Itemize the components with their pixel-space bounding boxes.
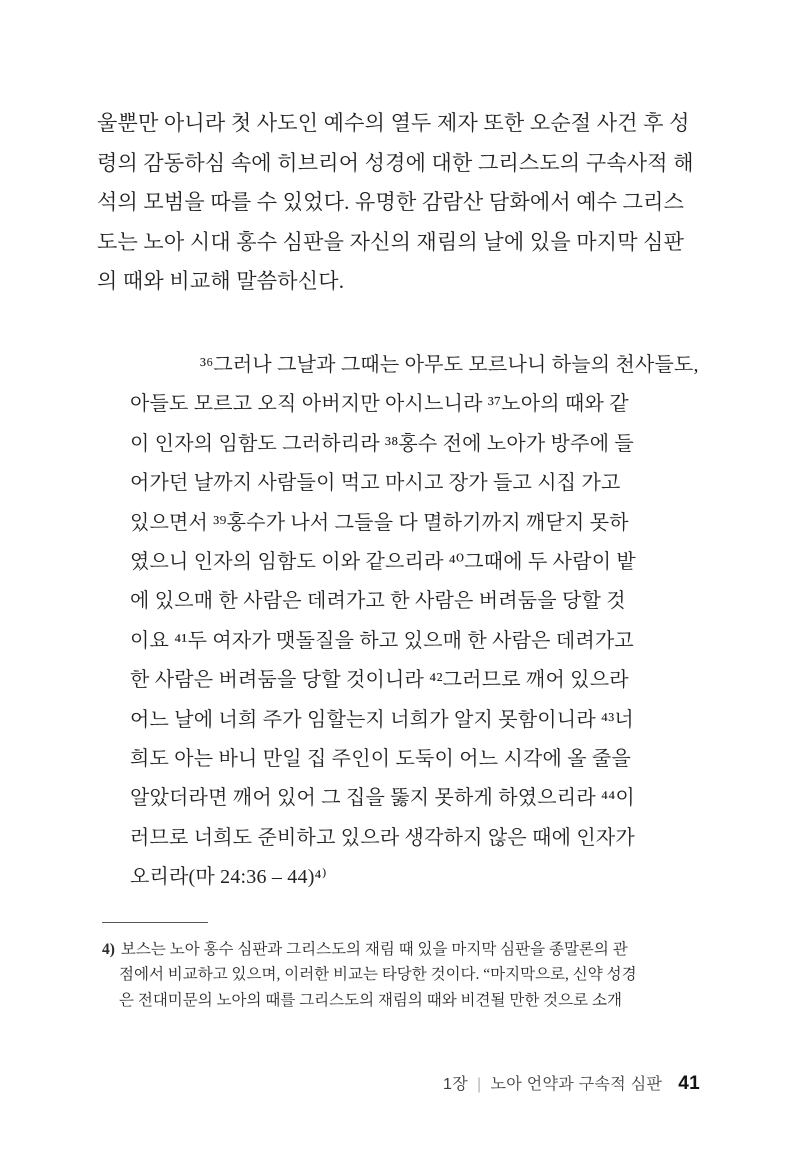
footer-separator: | bbox=[477, 1076, 482, 1093]
scripture-quote-line: 에 있으매 한 사람은 데려가고 한 사람은 버려둠을 당할 것 bbox=[130, 590, 626, 613]
page-number: 41 bbox=[678, 1073, 700, 1094]
scripture-quote-line: 아들도 모르고 오직 아버지만 아시느니라 ³⁷노아의 때와 같 bbox=[130, 393, 629, 416]
footnote-text: 보스는 노아 홍수 심판과 그리스도의 재림 때 있을 마지막 심판을 종말론의 관 bbox=[120, 941, 628, 958]
body-paragraph-line: 의 때와 비교해 말씀하신다. bbox=[97, 269, 345, 293]
scripture-blockquote bbox=[130, 346, 699, 897]
body-paragraph-line: 울뿐만 아니라 첫 사도인 예수의 열두 제자 또한 오순절 사건 후 성 bbox=[97, 111, 690, 135]
body-paragraph-line: 도는 노아 시대 홍수 심판을 자신의 재림의 날에 있을 마지막 심판 bbox=[97, 229, 685, 254]
footer-chapter-label: 1장 bbox=[443, 1076, 468, 1093]
footnote bbox=[102, 937, 717, 1013]
scripture-quote-line: 이요 ⁴¹두 여자가 맷돌질을 하고 있으매 한 사람은 데려가고 bbox=[130, 629, 634, 652]
page-footer bbox=[443, 1071, 700, 1095]
scripture-quote-line: 러므로 너희도 준비하고 있으라 생각하지 않은 때에 인자가 bbox=[130, 826, 635, 849]
scripture-quote-line: 어느 날에 너희 주가 임할는지 너희가 알지 못함이니라 ⁴³너 bbox=[130, 708, 634, 731]
scripture-quote-line: 알았더라면 깨어 있어 그 집을 뚫지 못하게 하였으리라 ⁴⁴이 bbox=[130, 787, 635, 810]
footnote-line: 은 전대미문의 노아의 때를 그리스도의 재림의 때와 비견될 만한 것으로 소개 bbox=[119, 991, 622, 1009]
scripture-quote-line: 이 인자의 임함도 그러하리라 ³⁸홍수 전에 노아가 방주에 들 bbox=[130, 432, 634, 455]
scripture-quote-line: 한 사람은 버려둠을 당할 것이니라 ⁴²그러므로 깨어 있으라 bbox=[130, 669, 629, 692]
scripture-quote-line: 희도 아는 바니 만일 집 주인이 도둑이 어느 시각에 올 줄을 bbox=[130, 747, 631, 770]
footnote-line: 점에서 비교하고 있으며, 이러한 비교는 타당한 것이다. “마지막으로, 신약 성경 bbox=[119, 966, 637, 984]
scripture-quote-line: 어가던 날까지 사람들이 먹고 마시고 장가 들고 시집 가고 bbox=[130, 472, 621, 495]
body-paragraph-line: 령의 감동하심 속에 히브리어 성경에 대한 그리스도의 구속사적 해 bbox=[97, 150, 694, 175]
body-paragraph-line: 석의 모범을 따를 수 있었다. 유명한 감람산 담화에서 예수 그리스 bbox=[97, 190, 685, 214]
scripture-quote-line: 오리라(마 24:36 – 44)⁴⁾ bbox=[130, 866, 327, 889]
footnote-line bbox=[102, 937, 717, 962]
scripture-quote-line: ³⁶그러나 그날과 그때는 아무도 모르나니 하늘의 천사들도, bbox=[200, 354, 699, 376]
scripture-quote-line: 있으면서 ³⁹홍수가 나서 그들을 다 멸하기까지 깨닫지 못하 bbox=[130, 511, 629, 534]
body-paragraph bbox=[97, 104, 713, 302]
scripture-quote-line: 였으니 인자의 임함도 이와 같으리라 ⁴⁰그때에 두 사람이 밭 bbox=[130, 550, 636, 573]
footer-chapter-title: 노아 언약과 구속적 심판 bbox=[490, 1076, 663, 1093]
footnote-rule bbox=[102, 922, 208, 923]
footnote-marker: 4) bbox=[102, 941, 115, 958]
